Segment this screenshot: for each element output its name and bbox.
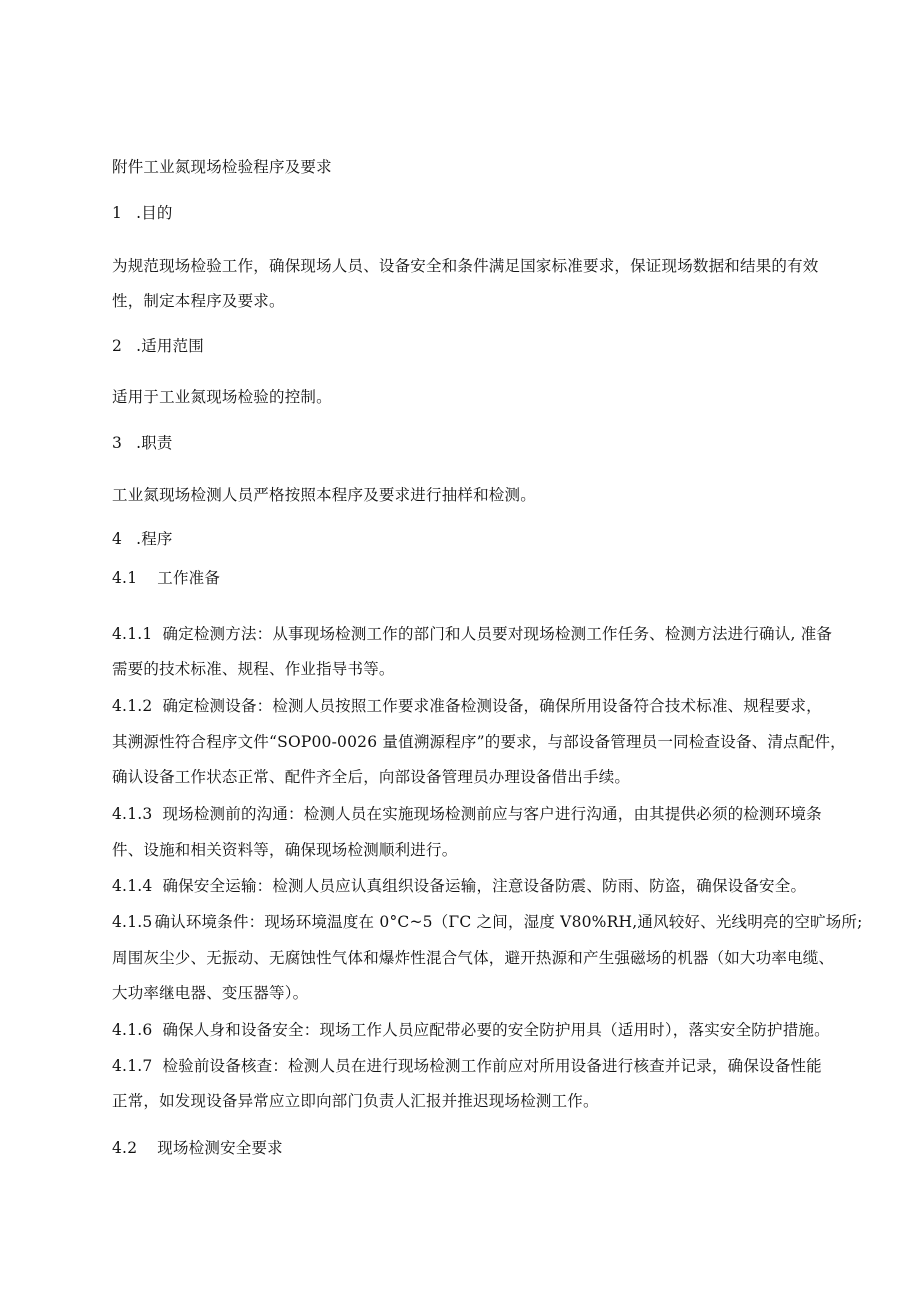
clause-number: 4.1.3: [112, 805, 153, 823]
clause-number: 4.1.5: [112, 913, 153, 931]
paragraph-line: 其溯源性符合程序文件“SOP00-0026 量值溯源程序”的要求，与部设备管理员一同检查设备、清点配件，: [112, 733, 846, 751]
subsection-number: 4.2: [112, 1139, 138, 1157]
section-title: .职责: [136, 434, 173, 452]
clause-number: 4.1.6: [112, 1021, 153, 1039]
document-title: 附件工业氮现场检验程序及要求: [112, 158, 332, 176]
subsection-title: 工作准备: [157, 569, 221, 587]
paragraph-line: 正常，如发现设备异常应立即向部门负责人汇报并推迟现场检测工作。: [112, 1092, 599, 1110]
paragraph-line: 确认设备工作状态正常、配件齐全后，向部设备管理员办理设备借出手续。: [112, 768, 631, 786]
paragraph-line: 大功率继电器、变压器等）。: [112, 984, 309, 1002]
clause-4-1-3: [112, 804, 822, 824]
section-number: 3: [112, 434, 123, 452]
section-3-heading: [112, 433, 173, 453]
clause-4-1-1: [112, 624, 832, 644]
section-1-heading: [112, 203, 173, 223]
paragraph-line: 性，制定本程序及要求。: [112, 292, 285, 310]
clause-4-1-7: [112, 1056, 822, 1076]
paragraph-line: 工业氮现场检测人员严格按照本程序及要求进行抽样和检测。: [112, 486, 536, 504]
section-title: .适用范围: [136, 337, 204, 355]
clause-text: 现场检测前的沟通：检测人员在实施现场检测前应与客户进行沟通，由其提供必须的检测环境条: [162, 805, 822, 823]
clause-4-1-6: [112, 1020, 830, 1040]
section-2-heading: [112, 336, 204, 356]
clause-text: 确保人身和设备安全：现场工作人员应配带必要的安全防护用具（适用时），落实安全防护措施。: [162, 1021, 830, 1039]
section-4-heading: [112, 529, 173, 549]
subsection-number: 4.1: [112, 569, 138, 587]
section-title: .目的: [136, 204, 173, 222]
clause-text: 确保安全运输：检测人员应认真组织设备运输，注意设备防震、防雨、防盗，确保设备安全。: [162, 877, 807, 895]
clause-text: 检验前设备核查：检测人员在进行现场检测工作前应对所用设备进行核查并记录，确保设备性能: [162, 1057, 822, 1075]
clause-4-1-2: [112, 696, 822, 716]
subsection-title: 现场检测安全要求: [157, 1139, 283, 1157]
section-number: 4: [112, 530, 123, 548]
clause-text: 确定检测设备：检测人员按照工作要求准备检测设备，确保所用设备符合技术标准、规程要求，: [162, 697, 822, 715]
paragraph-line: 为规范现场检验工作，确保现场人员、设备安全和条件满足国家标准要求，保证现场数据和结果的有效: [112, 257, 819, 275]
paragraph-line: 周围灰尘少、无振动、无腐蚀性气体和爆炸性混合气体，避开热源和产生强磁场的机器（如大功率电缆、: [112, 949, 835, 967]
paragraph-line: 需要的技术标准、规程、作业指导书等。: [112, 660, 395, 678]
section-number: 2: [112, 337, 123, 355]
clause-text: 确定检测方法：从事现场检测工作的部门和人员要对现场检测工作任务、检测方法进行确认, 准备: [162, 625, 833, 643]
clause-text: 确认环境条件：现场环境温度在 0°C~5（ΓC 之间，湿度 V80%RH,通风较好、光线明亮的空旷场所;: [154, 913, 863, 931]
subsection-4-2-heading: [112, 1138, 283, 1158]
clause-number: 4.1.1: [112, 625, 153, 643]
paragraph-line: 适用于工业氮现场检验的控制。: [112, 388, 332, 406]
clause-number: 4.1.2: [112, 697, 153, 715]
clause-4-1-4: [112, 876, 806, 896]
clause-4-1-5: [112, 912, 863, 932]
section-title: .程序: [136, 530, 173, 548]
paragraph-line: 件、设施和相关资料等，确保现场检测顺利进行。: [112, 841, 458, 859]
section-number: 1: [112, 204, 123, 222]
subsection-4-1-heading: [112, 568, 220, 588]
clause-number: 4.1.4: [112, 877, 153, 895]
clause-number: 4.1.7: [112, 1057, 153, 1075]
